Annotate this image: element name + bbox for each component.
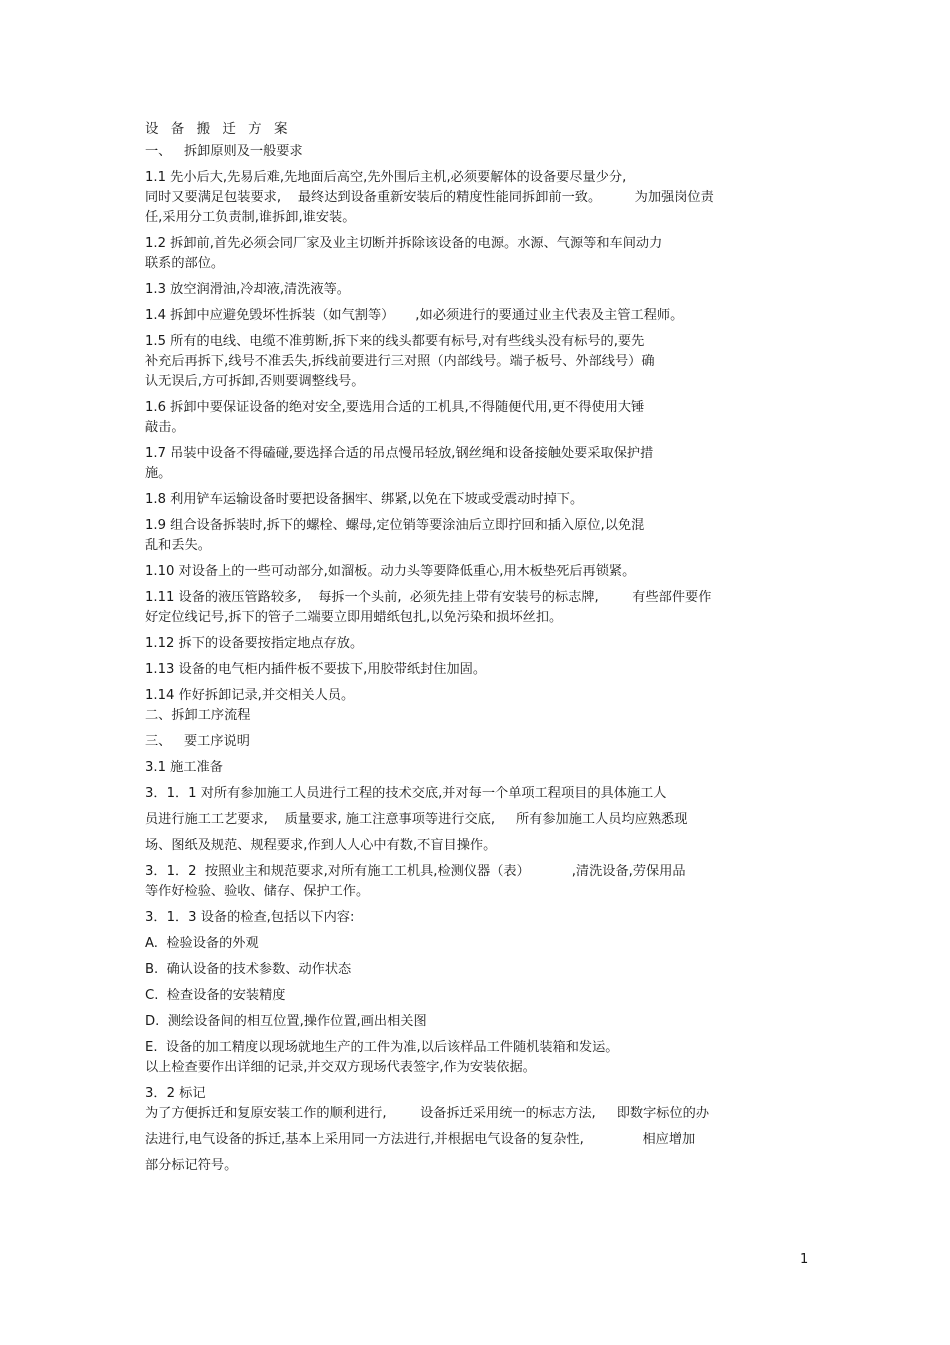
paragraph-line: 1.12 拆下的设备要按指定地点存放。	[145, 636, 364, 651]
document-body	[145, 119, 825, 1176]
list-item: A. 检验设备的外观	[145, 936, 259, 951]
paragraph-line: 联系的部位。	[145, 256, 225, 271]
paragraph-line: 1.4 拆卸中应避免毁坏性拆装（如气割等） ,如必须进行的要通过业主代表及主管工程师。	[145, 308, 684, 323]
subsection-heading: 3.1 施工准备	[145, 760, 223, 775]
paragraph-line: 1.11 设备的液压管路较多, 每拆一个头前, 必须先挂上带有安装号的标志牌, 有些部件要作	[145, 590, 712, 605]
paragraph-line: 1.13 设备的电气柜内插件板不要拔下,用胶带纸封住加固。	[145, 662, 487, 677]
paragraph-line: 好定位线记号,拆下的管子二端要立即用蜡纸包扎,以免污染和损坏丝扣。	[145, 610, 563, 625]
paragraph-line: 以上检查要作出详细的记录,并交双方现场代表签字,作为安装依据。	[145, 1060, 536, 1075]
list-item: D. 测绘设备间的相互位置,操作位置,画出相关图	[145, 1014, 427, 1029]
paragraph-line: 1.6 拆卸中要保证设备的绝对安全,要选用合适的工机具,不得随便代用,更不得使用大锤	[145, 400, 645, 415]
page-number: 1	[800, 1252, 809, 1267]
paragraph-line: 补充后再拆下,线号不准丢失,拆线前要进行三对照（内部线号。端子板号、外部线号）确	[145, 354, 655, 369]
section-heading: 二、拆卸工序流程	[145, 708, 251, 723]
paragraph-line: 1.14 作好拆卸记录,并交相关人员。	[145, 688, 355, 703]
paragraph-line: 1.2 拆卸前,首先必须会同厂家及业主切断并拆除该设备的电源。水源、气源等和车间动力	[145, 236, 663, 251]
paragraph-line: 法进行,电气设备的拆迁,基本上采用同一方法进行,并根据电气设备的复杂性, 相应增加	[145, 1132, 696, 1147]
paragraph-line: 1.5 所有的电线、电缆不准剪断,拆下来的线头都要有标号,对有些线头没有标号的,要先	[145, 334, 645, 349]
list-item: B. 确认设备的技术参数、动作状态	[145, 962, 352, 977]
paragraph-line: 3．1．3 设备的检查,包括以下内容:	[145, 910, 355, 925]
paragraph-line: 乱和丢失。	[145, 538, 211, 553]
section-heading: 一、 拆卸原则及一般要求	[145, 144, 303, 159]
paragraph-line: 1.1 先小后大,先易后难,先地面后高空,先外围后主机,必须要解体的设备要尽量少分,	[145, 170, 627, 185]
list-item: E. 设备的加工精度以现场就地生产的工件为准,以后该样品工件随机装箱和发运。	[145, 1040, 619, 1055]
paragraph-line: 1.7 吊装中设备不得磕碰,要选择合适的吊点慢吊轻放,钢丝绳和设备接触处要采取保护措	[145, 446, 654, 461]
paragraph-line: 1.9 组合设备拆装时,拆下的螺栓、螺母,定位销等要涂油后立即拧回和插入原位,以免混	[145, 518, 645, 533]
paragraph-line: 部分标记符号。	[145, 1158, 238, 1173]
paragraph-line: 施。	[145, 466, 172, 481]
document-title: 设 备 搬 迁 方 案	[145, 121, 292, 137]
paragraph-line: 1.3 放空润滑油,冷却液,清洗液等。	[145, 282, 350, 297]
section-heading: 三、 要工序说明	[145, 734, 250, 749]
paragraph-line: 同时又要满足包装要求, 最终达到设备重新安装后的精度性能同拆卸前一致。 为加强岗位责	[145, 190, 714, 205]
paragraph-line: 3．1．1 对所有参加施工人员进行工程的技术交底,并对每一个单项工程项目的具体施工人	[145, 786, 667, 801]
paragraph-line: 任,采用分工负责制,谁拆卸,谁安装。	[145, 210, 356, 225]
subsection-heading: 3．2 标记	[145, 1086, 206, 1101]
paragraph-line: 场、图纸及规范、规程要求,作到人人心中有数,不盲目操作。	[145, 838, 497, 853]
paragraph-line: 1.10 对设备上的一些可动部分,如溜板。动力头等要降低重心,用木板垫死后再锁紧。	[145, 564, 636, 579]
paragraph-line: 敲击。	[145, 420, 185, 435]
paragraph-line: 认无误后,方可拆卸,否则要调整线号。	[145, 374, 365, 389]
list-item: C. 检查设备的安装精度	[145, 988, 286, 1003]
paragraph-line: 员进行施工工艺要求, 质量要求, 施工注意事项等进行交底, 所有参加施工人员均应熟悉现	[145, 812, 688, 827]
paragraph-line: 1.8 利用铲车运输设备时要把设备捆牢、绑紧,以免在下坡或受震动时掉下。	[145, 492, 584, 507]
paragraph-line: 为了方便拆迁和复原安装工作的顺利进行, 设备拆迁采用统一的标志方法, 即数字标位的办	[145, 1106, 710, 1121]
paragraph-line: 3．1．2 按照业主和规范要求,对所有施工工机具,检测仪器（表） ,清洗设备,劳保用品	[145, 864, 686, 879]
paragraph-line: 等作好检验、验收、储存、保护工作。	[145, 884, 370, 899]
